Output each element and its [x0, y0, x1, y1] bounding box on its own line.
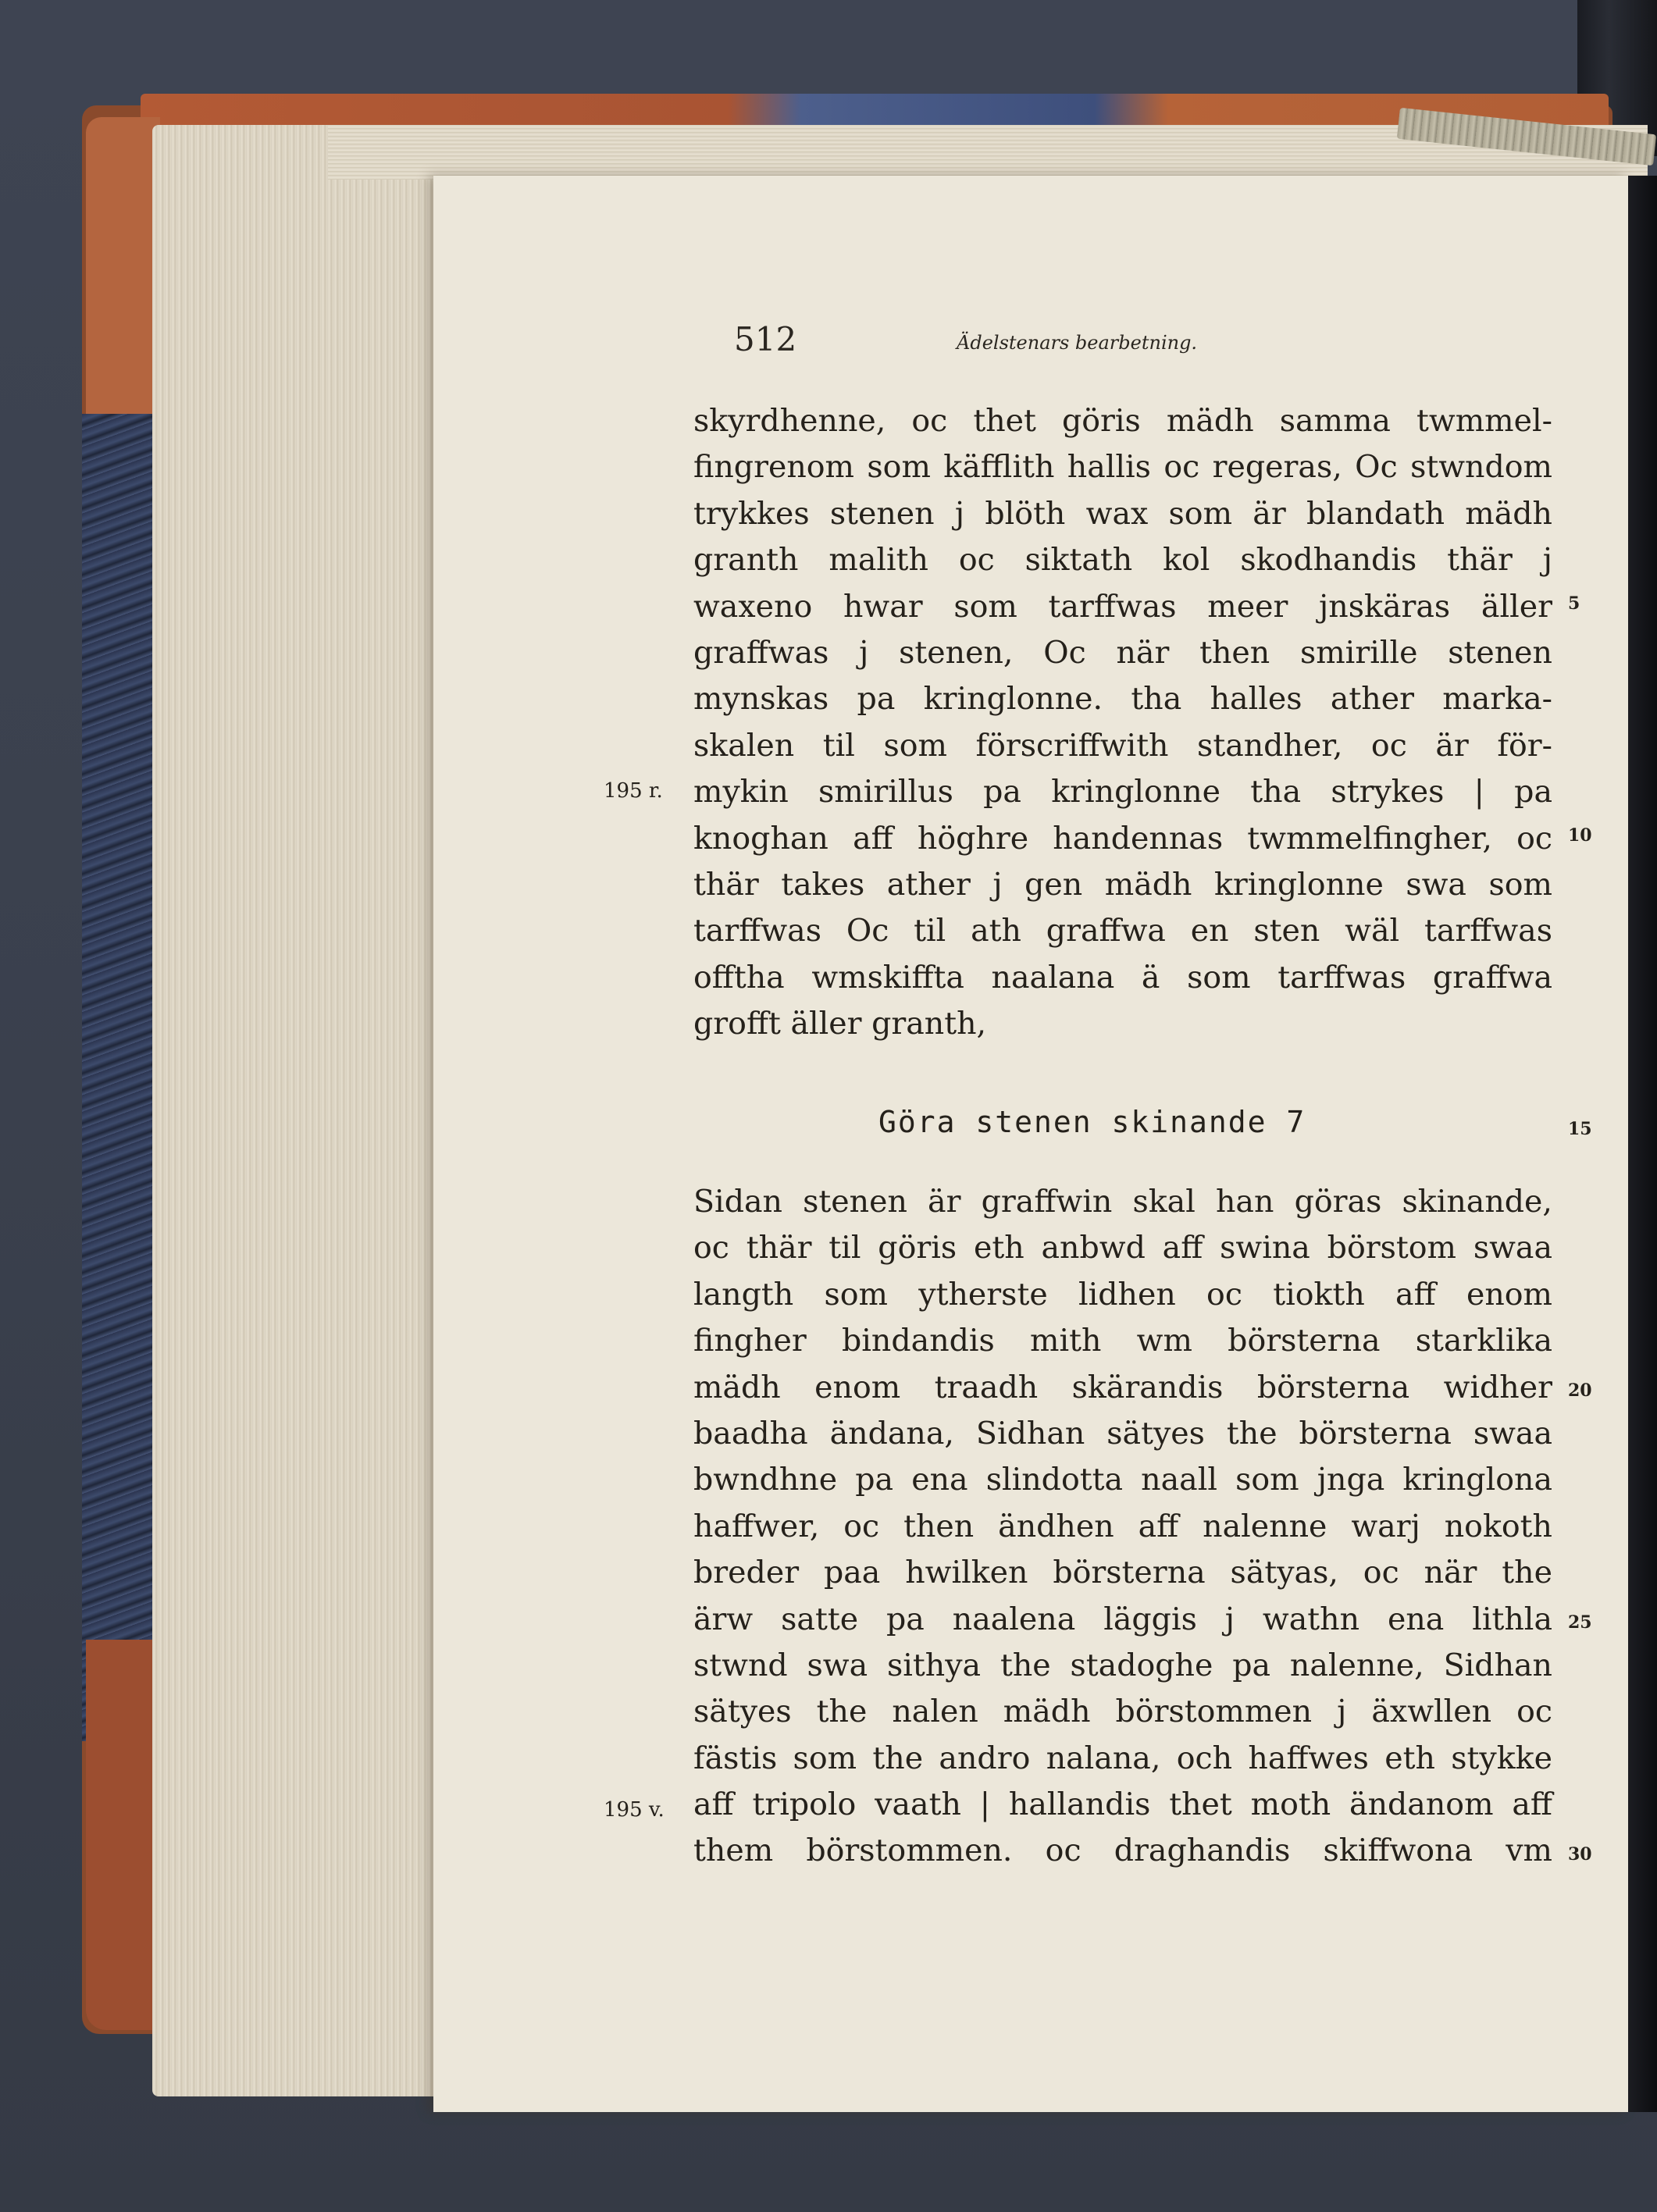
- text-line: fingher bindandis mith wm börsterna starklika: [693, 1323, 1552, 1359]
- line-number-25: 25: [1568, 1612, 1592, 1633]
- text-line: mykin smirillus pa kringlonne tha strykes | pa: [693, 774, 1552, 810]
- cover-leather-corner: [86, 117, 160, 429]
- text-line: offtha wmskiffta naalana ä som tarffwas graffwa: [693, 959, 1552, 996]
- text-line: knoghan aff höghre handennas twmmelfingher, oc: [693, 820, 1552, 857]
- line-number-15: 15: [1568, 1119, 1592, 1139]
- text-line: mynskas pa kringlonne. tha halles ather marka-: [693, 681, 1552, 718]
- text-line: langth som ytherste lidhen oc tiokth aff enom: [693, 1276, 1552, 1313]
- text-line: graffwas j stenen, Oc när then smirille stenen: [693, 634, 1552, 671]
- text-line: waxeno hwar som tarffwas meer jnskäras äller: [693, 588, 1552, 625]
- text-line: bwndhne pa ena slindotta naall som jnga kringlona: [693, 1462, 1552, 1498]
- text-line: skalen til som förscriffwith standher, oc är för-: [693, 727, 1552, 764]
- page-number: 512: [734, 320, 797, 358]
- text-line: granth malith oc siktath kol skodhandis thär j: [693, 542, 1552, 579]
- text-line: fingrenom som käfflith hallis oc regeras, Oc stwndom: [693, 449, 1552, 486]
- text-line: oc thär til göris eth anbwd aff swina börstom swaa: [693, 1230, 1552, 1266]
- text-line: sätyes the nalen mädh börstommen j äxwllen oc: [693, 1694, 1552, 1730]
- text-line: haffwer, oc then ändhen aff nalenne warj nokoth: [693, 1508, 1552, 1544]
- text-line: fästis som the andro nalana, och haffwes eth stykke: [693, 1740, 1552, 1776]
- text-line: Sidan stenen är graffwin skal han göras skinande,: [693, 1184, 1552, 1220]
- text-line: mädh enom traadh skärandis börsterna widher: [693, 1369, 1552, 1405]
- text-line: stwnd swa sithya the stadoghe pa nalenne, Sidhan: [693, 1647, 1552, 1683]
- text-line: grofft äller granth,: [693, 1006, 987, 1042]
- text-line: ärw satte pa naalena läggis j wathn ena lithla: [693, 1601, 1552, 1637]
- page-block-edge: [152, 125, 433, 2096]
- text-line: aff tripolo vaath | hallandis thet moth ändanom aff: [693, 1786, 1552, 1823]
- text-line: tarffwas Oc til ath graffwa en sten wäl tarffwas: [693, 913, 1552, 949]
- section-heading: Göra stenen skinande 7: [878, 1105, 1306, 1139]
- manuscript-ref: 195 v.: [604, 1798, 665, 1822]
- text-line: baadha ändana, Sidhan sätyes the börsterna swaa: [693, 1415, 1552, 1452]
- line-number-20: 20: [1568, 1380, 1592, 1401]
- text-line: thär takes ather j gen mädh kringlonne swa som: [693, 866, 1552, 903]
- line-number-30: 30: [1568, 1844, 1592, 1865]
- paragraph-2: [693, 1179, 1552, 1875]
- text-line: trykkes stenen j blöth wax som är blandath mädh: [693, 495, 1552, 532]
- line-number-10: 10: [1568, 825, 1592, 846]
- cover-marbled-edge: [82, 414, 160, 1741]
- text-line: them börstommen. oc draghandis skiffwona vm: [693, 1833, 1552, 1869]
- running-title: Ädelstenars bearbetning.: [957, 332, 1198, 354]
- page-gutter-shadow: [1628, 176, 1657, 2112]
- text-line: breder paa hwilken börsterna sätyas, oc när the: [693, 1555, 1552, 1591]
- line-number-5: 5: [1568, 593, 1580, 614]
- text-line: skyrdhenne, oc thet göris mädh samma twmmel-: [693, 403, 1552, 439]
- paragraph-1: [693, 398, 1552, 1047]
- manuscript-ref: 195 r.: [604, 779, 663, 803]
